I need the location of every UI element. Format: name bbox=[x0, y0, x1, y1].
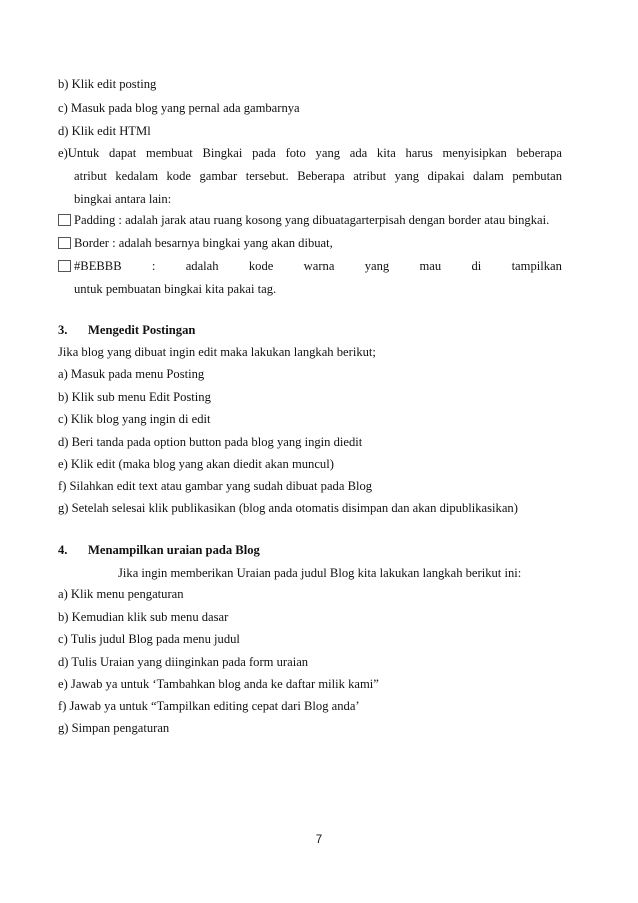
section-heading bbox=[58, 322, 195, 338]
word: mau bbox=[419, 259, 442, 273]
list-item: g) Simpan pengaturan bbox=[58, 721, 170, 735]
bullet-box-icon bbox=[58, 237, 71, 249]
word: di bbox=[471, 259, 482, 273]
bullet-color bbox=[58, 258, 562, 274]
word: : bbox=[151, 259, 156, 273]
section-title: Menampilkan uraian pada Blog bbox=[88, 543, 260, 557]
section-intro: Jika blog yang dibuat ingin edit maka lakukan langkah berikut; bbox=[58, 345, 376, 359]
word: #BEBBB bbox=[74, 259, 122, 273]
section-number: 3. bbox=[58, 323, 68, 337]
list-item: d) Beri tanda pada option button pada blog yang ingin diedit bbox=[58, 435, 363, 449]
word: warna bbox=[303, 259, 335, 273]
step-e-line-3: bingkai antara lain: bbox=[74, 192, 172, 206]
list-item: f) Silahkan edit text atau gambar yang sudah dibuat pada Blog bbox=[58, 479, 373, 493]
word: yang bbox=[364, 259, 390, 273]
list-item: c) Tulis judul Blog pada menu judul bbox=[58, 632, 240, 646]
list-item: a) Klik menu pengaturan bbox=[58, 587, 184, 601]
page-number: 7 bbox=[315, 834, 323, 846]
list-item: e) Jawab ya untuk ‘Tambahkan blog anda ke daftar milik kami” bbox=[58, 677, 379, 691]
list-item: d) Klik edit HTMl bbox=[58, 124, 151, 138]
list-item: b) Kemudian klik sub menu dasar bbox=[58, 610, 229, 624]
bullet-padding bbox=[58, 212, 562, 228]
list-item: e) Klik edit (maka blog yang akan diedit akan muncul) bbox=[58, 457, 334, 471]
bullet-text bbox=[74, 258, 562, 274]
bullet-text: Border : adalah besarnya bingkai yang akan dibuat, bbox=[74, 236, 333, 250]
bullet-box-icon bbox=[58, 214, 71, 226]
section-heading bbox=[58, 542, 260, 558]
bullet-color-continued: untuk pembuatan bingkai kita pakai tag. bbox=[74, 282, 277, 296]
section-intro: Jika ingin memberikan Uraian pada judul Blog kita lakukan langkah berikut ini: bbox=[118, 566, 522, 580]
list-item: d) Tulis Uraian yang diinginkan pada form uraian bbox=[58, 655, 309, 669]
section-title: Mengedit Postingan bbox=[88, 323, 196, 337]
step-e-line-1: e)Untuk dapat membuat Bingkai pada foto yang ada kita harus menyisipkan beberapa bbox=[58, 146, 562, 160]
list-item: g) Setelah selesai klik publikasikan (blog anda otomatis disimpan dan akan dipublikasikan) bbox=[58, 501, 518, 515]
list-item: b) Klik sub menu Edit Posting bbox=[58, 390, 211, 404]
word: kode bbox=[248, 259, 274, 273]
list-item: b) Klik edit posting bbox=[58, 77, 157, 91]
list-item: f) Jawab ya untuk “Tampilkan editing cepat dari Blog anda’ bbox=[58, 699, 360, 713]
step-e-line-2: atribut kedalam kode gambar tersebut. Beberapa atribut yang dipakai dalam pembutan bbox=[74, 169, 562, 183]
word: tampilkan bbox=[511, 259, 562, 273]
list-item: a) Masuk pada menu Posting bbox=[58, 367, 205, 381]
word: adalah bbox=[185, 259, 219, 273]
bullet-box-icon bbox=[58, 260, 71, 272]
bullet-border bbox=[58, 235, 562, 251]
list-item: c) Masuk pada blog yang pernal ada gambarnya bbox=[58, 101, 300, 115]
list-item: c) Klik blog yang ingin di edit bbox=[58, 412, 211, 426]
section-number: 4. bbox=[58, 543, 68, 557]
bullet-text: Padding : adalah jarak atau ruang kosong yang dibuatagarterpisah dengan border atau bingkai. bbox=[74, 213, 550, 227]
